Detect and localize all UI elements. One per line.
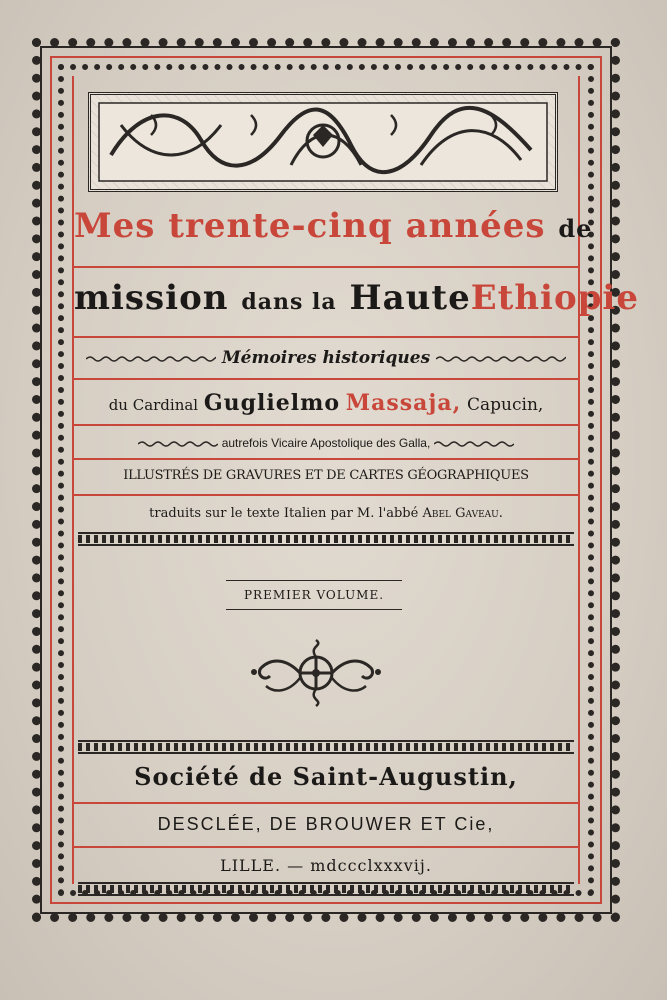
printer-line: DESCLÉE, DE BROUWER ET Cie,: [157, 814, 495, 834]
author-last-name: Massaja,: [345, 390, 462, 416]
rule: [74, 336, 578, 338]
wavy-rule-icon: [436, 355, 566, 363]
title-word-de: de: [558, 214, 593, 243]
vicar-text: autrefois Vicaire Apostolique des Galla,: [221, 436, 431, 450]
illustrated-line: ILLUSTRÉS DE GRAVURES ET DE CARTES GÉOGRAPHIQUES: [123, 468, 529, 483]
bead-rule: [78, 532, 574, 546]
arabesque-ornament-icon: [88, 92, 558, 192]
rule: [74, 494, 578, 496]
memoires-line: [74, 348, 578, 368]
title-word-haute: Haute: [349, 278, 471, 318]
author-prefix: du Cardinal: [108, 396, 199, 414]
title-line-2: [74, 278, 639, 318]
rule: [74, 424, 578, 426]
memoires-text: Mémoires historiques: [221, 348, 431, 368]
wavy-rule-icon: [86, 355, 216, 363]
volume-label: PREMIER VOLUME.: [226, 580, 402, 610]
rule: [74, 266, 578, 268]
rule: [74, 458, 578, 460]
rule: [74, 802, 578, 804]
rule: [74, 846, 578, 848]
publisher-line: Société de Saint-Augustin,: [134, 762, 518, 791]
vicar-line: [74, 436, 578, 450]
author-suffix: Capucin,: [467, 395, 544, 415]
place-date-line: LILLE. — mdccclxxxvij.: [220, 856, 432, 875]
translator-name: Abel Gaveau.: [422, 506, 503, 521]
rule: [74, 378, 578, 380]
title-word-ethiopie: Ethiopie: [470, 278, 639, 318]
author-line: [74, 390, 578, 416]
bead-rule: [78, 740, 574, 754]
translated-text: traduits sur le texte Italien par M. l'abbé: [149, 506, 419, 521]
translated-line: [74, 506, 578, 521]
author-first-name: Guglielmo: [203, 390, 341, 416]
wavy-rule-icon: [138, 440, 218, 448]
bead-rule: [78, 882, 574, 896]
wavy-rule-icon: [434, 440, 514, 448]
title-word-dans-la: dans la: [241, 289, 337, 315]
title-line-1: [74, 206, 593, 246]
fleuron-icon: [246, 638, 386, 708]
title-word-mission: mission: [74, 278, 229, 318]
title-red-text: Mes trente-cinq années: [74, 206, 546, 246]
